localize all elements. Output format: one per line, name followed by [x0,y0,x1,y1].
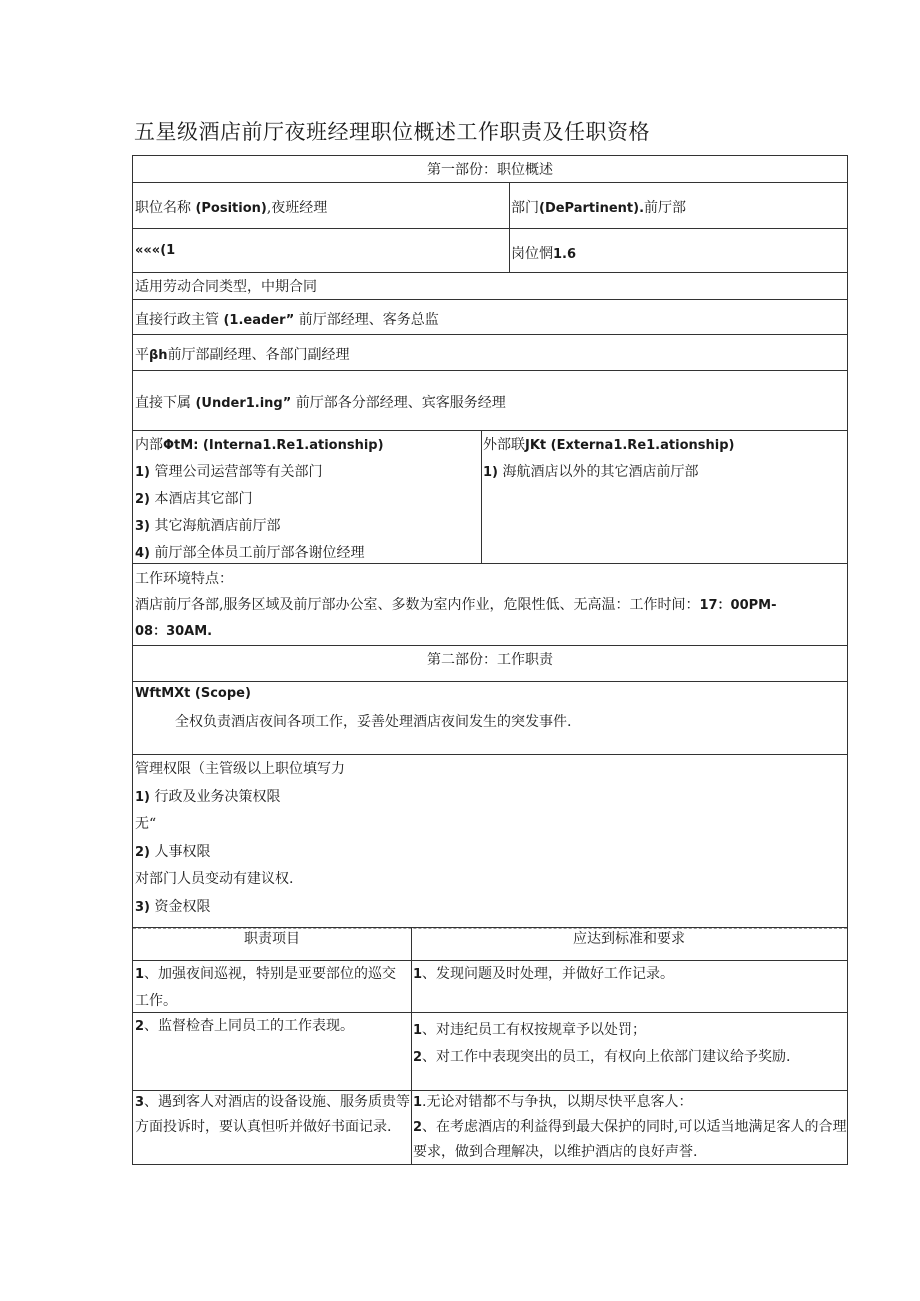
duty-item: 3、遇到客人对酒店的设备设施、服务质贵等方面投诉时，要认真怛听并做好书面记录. [135,1094,411,1135]
authority-item: 无“ [135,816,157,832]
part2-heading-row [132,646,848,682]
environment-text [135,594,777,614]
subordinate-label-en: (Under1.ing” [195,396,292,411]
position-row [132,183,848,229]
part2-heading: 第二部份：工作职责 [427,652,553,668]
department-label: 部门 [511,200,539,216]
duty-row [132,961,848,1013]
department-label-en: (DePartinent). [539,201,645,216]
authority-item: 2) 人事权限 [135,844,211,860]
duty-row [132,1013,848,1091]
position-label: 职位名称 [135,200,191,216]
environment-label: 工作环境特点： [135,571,233,587]
leader-value: 前厅部经理、客务总监 [298,312,439,328]
internal-label: 内部 [135,437,163,453]
grade-value: 1.6 [553,247,577,262]
duty-standard: 1、发现问题及时处理，并做好工作记录。 [413,966,675,982]
grade-field [511,243,576,263]
duty-standard: 1.无论对错都不与争执，以期尽快平息客人： 2、在考虑酒店的利益得到最大保护的同时,可以适当地满足客人的合理要求，做到合理解决，以维护酒店的良好声誉. [413,1094,847,1160]
peer-field [135,344,350,364]
leader-label: 直接行政主管 [135,312,219,328]
scope-text: 全权负责酒店夜间各项工作，妥善处理酒店夜间发生的突发事件. [175,714,572,730]
internal-item: 1) 管理公司运营部等有关部门 [135,464,323,480]
internal-item: 2) 本酒店其它部门 [135,491,253,507]
department-value: 前厅部 [644,200,687,216]
department-field [511,197,686,217]
position-value: ,夜班经理 [266,200,328,216]
part1-heading: 第一部份：职位概述 [427,162,553,178]
duty-row [132,1091,848,1165]
authority-item: 对部门人员变动有建议权. [135,871,294,887]
subordinate-label: 直接下属 [135,395,191,411]
leader-label-en: (1.eader” [223,313,295,328]
job-description-table [132,155,848,1165]
duties-header-row [132,927,848,961]
peer-value: 前厅部副经理、各部门副经理 [167,347,350,363]
leader-row [132,300,848,335]
work-time-start: 17：00PM- [699,598,777,613]
internal-label-en: ΦtM: (Interna1.Re1.ationship) [163,438,384,453]
authority-item: 3) 资金权限 [135,899,211,915]
position-label-en: (Position) [195,201,267,216]
grade-row [132,229,848,273]
environment-description: 酒店前厅各部,服务区域及前厅部办公室、多数为室内作业，危限性低、无高温：工作时间： [135,597,700,613]
internal-item: 4) 前厅部全体员工前厅部各谢位经理 [135,545,365,561]
duty-standard: 1、对违纪员工有权按规章予以处罚； 2、对工作中表现突出的员工，有权向上依部门建议给予奖励. [413,1022,791,1065]
peer-label-en: βh [149,348,168,363]
scope-row [132,682,848,755]
external-item: 1) 海航酒店以外的其它酒店前厅部 [483,464,699,480]
duty-standard-header: 应达到标准和要求 [573,931,685,947]
external-relationship-heading [483,434,734,454]
peer-row [132,335,848,371]
contract-row [132,273,848,300]
duty-item: 1、加强夜间巡视，特别是亚要部位的巡交工作。 [135,966,397,1009]
duty-item-header: 职责项目 [244,931,300,947]
environment-row [132,564,848,646]
authority-row [132,755,848,927]
external-label-en: JKt (Externa1.Re1.ationship) [525,438,735,453]
internal-item: 3) 其它海航酒店前厅部 [135,518,281,534]
work-time-end: 08：30AM. [135,624,213,639]
leader-field [135,309,439,329]
subordinate-field [135,392,506,412]
relationship-row [132,431,848,564]
peer-label: 平 [135,347,149,363]
subordinate-row [132,371,848,431]
page-title: 五星级酒店前厅夜班经理职位概述工作职责及任职资格 [134,120,650,144]
position-code: «««(1 [135,243,176,258]
position-field [135,197,327,217]
scope-label: WftMXt (Scope) [135,686,251,701]
duty-item: 2、监督检杳上同员工的工作表现。 [135,1018,355,1034]
grade-label: 岗位惘 [511,246,553,262]
authority-item: 1) 行政及业务决策权限 [135,789,281,805]
subordinate-value: 前厅部各分部经理、宾客服务经理 [295,395,506,411]
authority-label: 管理权限（主管级以上职位填写力 [135,761,345,777]
part1-heading-row [132,155,848,183]
internal-relationship-heading [135,434,384,454]
contract-type: 适用劳动合同类型，中期合同 [135,279,317,295]
external-label: 外部联 [483,437,525,453]
